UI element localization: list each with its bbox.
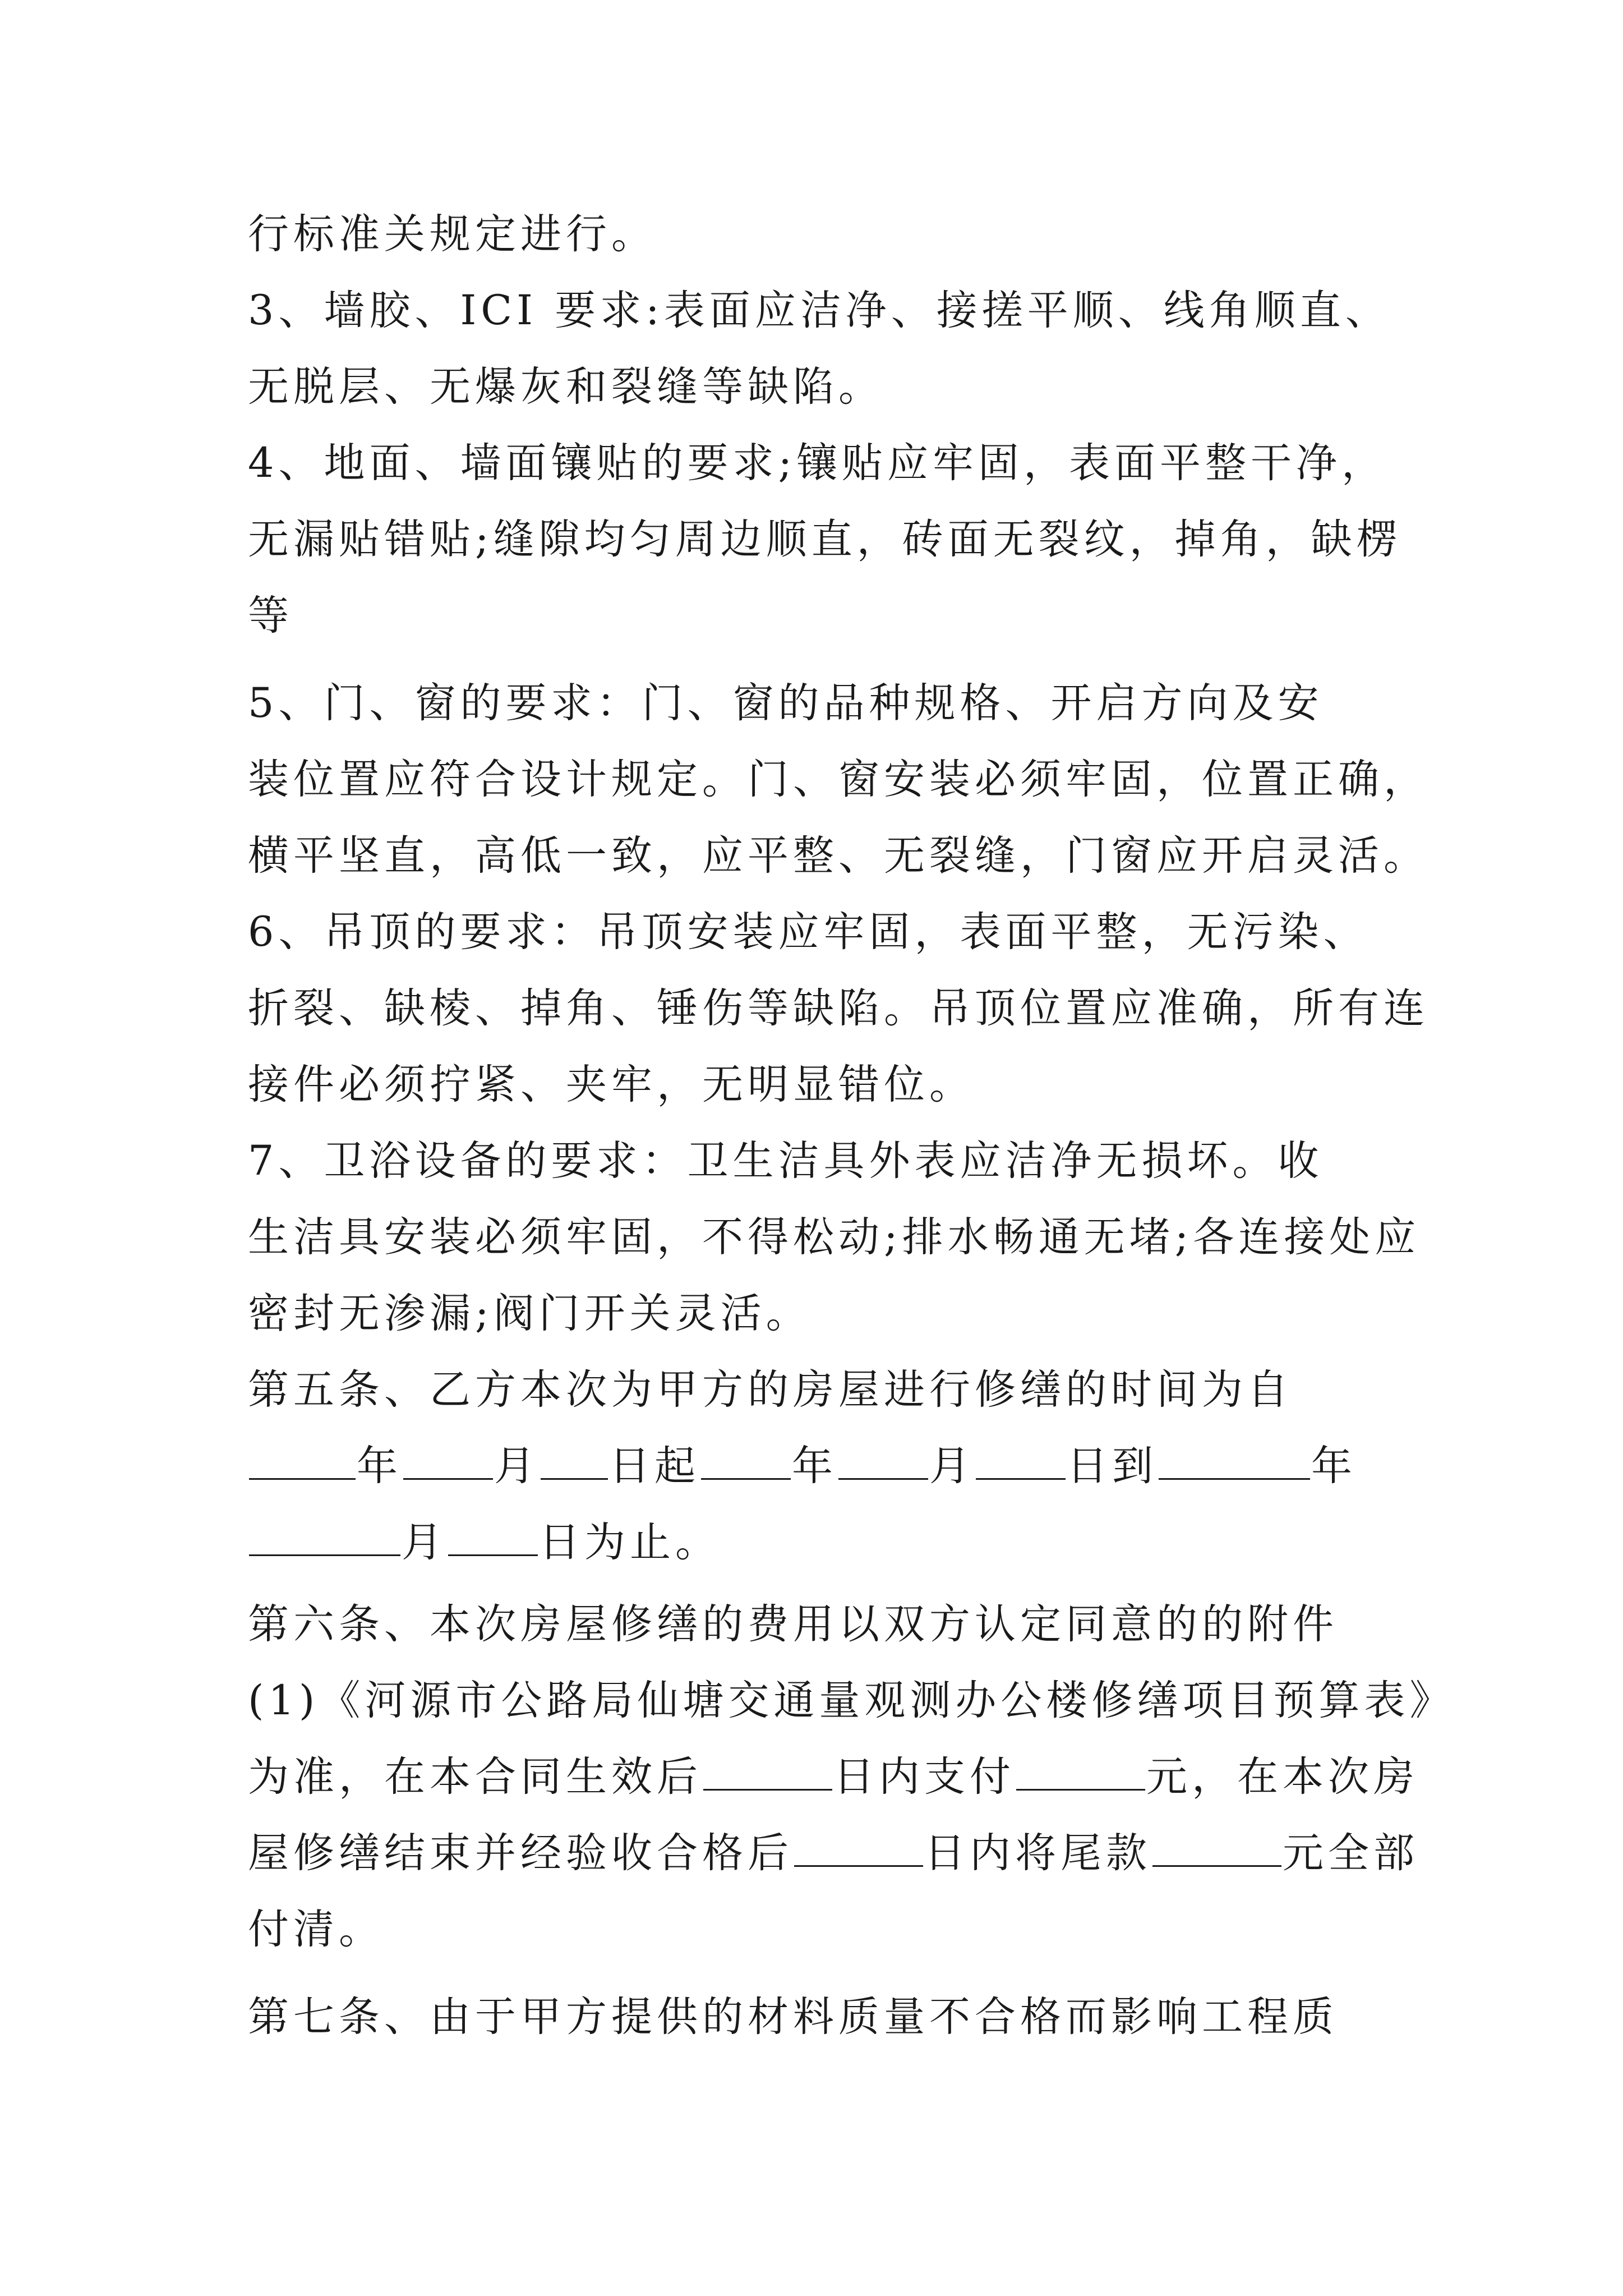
blank-end-month[interactable] (249, 1515, 400, 1556)
label-day-from: 日起 (609, 1442, 700, 1490)
clause-5-line-2: 装位置应符合设计规定。门、窗安装必须牢固，位置正确， (248, 756, 1429, 803)
article-5-date-line (248, 1428, 1392, 1504)
article-6-line-4 (248, 1815, 1419, 1892)
blank-payment-amount[interactable] (1016, 1750, 1145, 1791)
article-6-line-2: (1)《河源市公路局仙塘交通量观测办公楼修缮项目预算表》 (248, 1677, 1455, 1724)
label-day-until: 日为止。 (539, 1519, 721, 1566)
text-segment: 日内将尾款 (924, 1829, 1151, 1877)
clause-7-line-2: 生洁具安装必须牢固，不得松动;排水畅通无堵;各连接处应 (248, 1213, 1421, 1261)
blank-final-days[interactable] (794, 1826, 923, 1867)
text-segment: 为准，在本合同生效后 (248, 1753, 702, 1801)
label-day-to: 日到 (1067, 1442, 1158, 1490)
text-segment: 元，在本次房 (1146, 1753, 1419, 1801)
label-year: 年 (792, 1442, 837, 1490)
blank-mid-year[interactable] (701, 1439, 791, 1480)
clause-6-line-2: 折裂、缺棱、掉角、锤伤等缺陷。吊顶位置应准确，所有连 (248, 984, 1429, 1032)
clause-6-line-1: 6、吊顶的要求：吊顶安装应牢固，表面平整，无污染、 (248, 908, 1369, 956)
article-5-end-line (248, 1504, 1392, 1581)
label-month: 月 (494, 1442, 540, 1490)
article-6-line-3 (248, 1739, 1419, 1815)
blank-mid-month[interactable] (838, 1439, 928, 1480)
clause-7-line-3: 密封无渗漏;阀门开关灵活。 (248, 1290, 811, 1337)
article-5-line-1: 第五条、乙方本次为甲方的房屋进行修缮的时间为自 (248, 1366, 1293, 1414)
label-month: 月 (929, 1442, 975, 1490)
label-year: 年 (357, 1442, 402, 1490)
blank-start-month[interactable] (403, 1439, 493, 1480)
text-line: 行标准关规定进行。 (248, 210, 657, 258)
text-segment: 日内支付 (833, 1753, 1015, 1801)
text-segment: 元全部 (1283, 1829, 1419, 1877)
clause-7-line-1: 7、卫浴设备的要求：卫生洁具外表应洁净无损坏。收 (248, 1137, 1324, 1185)
blank-final-amount[interactable] (1152, 1826, 1281, 1867)
clause-3-line-2: 无脱层、无爆灰和裂缝等缺陷。 (248, 363, 884, 411)
article-6-line-5: 付清。 (248, 1906, 384, 1953)
clause-6-line-3: 接件必须拧紧、夹牢，无明显错位。 (248, 1061, 975, 1108)
clause-5-line-1: 5、门、窗的要求：门、窗的品种规格、开启方向及安 (248, 679, 1324, 727)
clause-4-line-3: 等 (248, 592, 293, 639)
clause-3-line-1: 3、墙胶、ICI 要求:表面应洁净、接搓平顺、线角顺直、 (248, 287, 1391, 334)
article-6-line-1: 第六条、本次房屋修缮的费用以双方认定同意的的附件 (248, 1600, 1338, 1648)
label-year: 年 (1311, 1442, 1357, 1490)
blank-end-day[interactable] (448, 1515, 538, 1556)
blank-start-year[interactable] (249, 1439, 356, 1480)
blank-end-year[interactable] (1159, 1439, 1310, 1480)
label-month: 月 (402, 1519, 447, 1566)
clause-5-line-3: 横平坚直，高低一致，应平整、无裂缝，门窗应开启灵活。 (248, 832, 1429, 880)
text-segment: 屋修缮结束并经验收合格后 (248, 1829, 793, 1877)
blank-payment-days[interactable] (703, 1750, 832, 1791)
article-7-line-1: 第七条、由于甲方提供的材料质量不合格而影响工程质 (248, 1993, 1338, 2041)
clause-4-line-2: 无漏贴错贴;缝隙均匀周边顺直，砖面无裂纹，掉角，缺楞 (248, 516, 1402, 563)
document-body (248, 196, 1455, 2055)
blank-start-day[interactable] (541, 1439, 608, 1480)
blank-mid-day[interactable] (976, 1439, 1066, 1480)
clause-4-line-1: 4、地面、墙面镶贴的要求;镶贴应牢固，表面平整干净， (248, 439, 1387, 487)
